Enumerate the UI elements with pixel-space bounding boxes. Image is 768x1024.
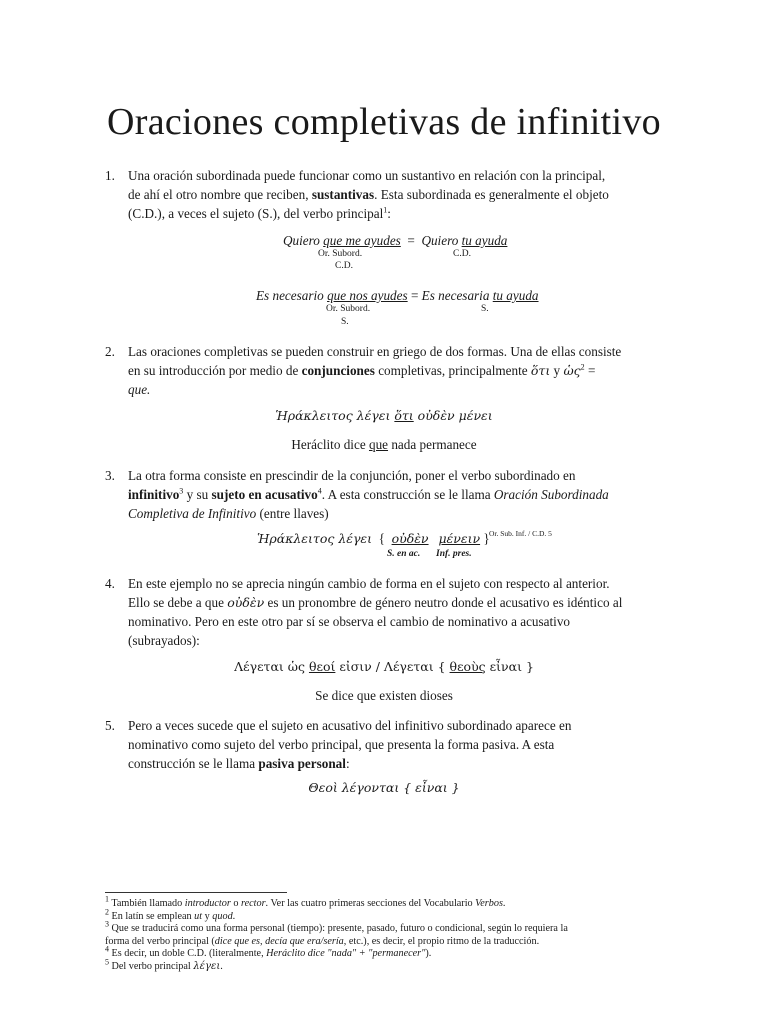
text: , etc.), es decir, el propio ritmo de la traducción. [343, 935, 540, 947]
s4-line4: (subrayados): [128, 633, 200, 648]
text: Ello se debe a que [128, 595, 228, 610]
item-number-3: 3. [105, 468, 115, 483]
brace-close: } [483, 531, 490, 546]
footnote-3 [105, 919, 678, 936]
greek-text: Ἡράκλειτος λέγει [275, 408, 395, 423]
text: = [584, 363, 596, 378]
item-number-1: 1. [105, 168, 115, 183]
text: forma del verbo principal ( [105, 935, 215, 947]
section-5-text [128, 716, 678, 773]
italic-phrase: dice que es, decía que era/sería [214, 935, 344, 947]
example-1 [283, 233, 507, 249]
text: Que se traducirá como una forma personal (tiempo): presente, pasado, futuro o condicional, según lo requiera la [109, 923, 568, 935]
example-word: Es necesaria [421, 288, 490, 303]
footnote-1 [105, 894, 678, 911]
text: y [202, 910, 213, 922]
label-infinitive: Inf. pres. [436, 549, 472, 559]
bold-term: infinitivo [128, 487, 180, 502]
greek-word: οὐδὲν [227, 595, 265, 610]
section-1-text [128, 166, 678, 223]
greek-text: Ἡράκλειτος λέγει [257, 531, 373, 546]
label-or-subord: Or. Subord. [318, 249, 363, 259]
text: . [220, 960, 223, 972]
greek-example-5 [0, 780, 768, 796]
section-2-text [128, 342, 678, 399]
bold-term: conjunciones [301, 363, 375, 378]
example-word: Es necesario [256, 288, 324, 303]
text: . Ver las cuatro primeras secciones del Vocabulario [265, 898, 476, 909]
italic-term: Completiva de Infinitivo [128, 506, 257, 521]
s4-line2 [128, 593, 678, 612]
text: de ahí el otro nombre que reciben, [128, 187, 312, 202]
label-cd: C.D. [453, 249, 471, 259]
italic-word: quod [212, 910, 233, 922]
footnote-ref: 1 [383, 205, 388, 215]
label-or-subord: Or. Subord. [326, 304, 371, 314]
example-word: Quiero [421, 233, 459, 248]
text: : [387, 206, 391, 221]
example-noun: tu ayuda [461, 233, 508, 248]
text: . Esta subordinada es generalmente el objeto [374, 187, 609, 202]
footnote-2 [105, 907, 678, 924]
text: . A esta construcción se le llama [321, 487, 494, 502]
s2-line2 [128, 361, 678, 380]
s4-line3: nominativo. Pero en este otro par sí se observa el cambio de nominativo a acusativo [128, 614, 571, 629]
greek-word: λέγει [193, 960, 221, 972]
footnote-number: 4 [105, 944, 109, 954]
bold-term: pasiva personal [258, 756, 346, 771]
text: (entre llaves) [256, 506, 329, 521]
text: Del verbo principal [109, 960, 194, 972]
text: construcción se le llama [128, 756, 259, 771]
footnote-5 [105, 957, 678, 974]
footnote-number: 3 [105, 919, 109, 929]
italic-phrase: Heráclito dice "nada" + "permanecer" [266, 948, 426, 960]
text: es un pronombre de género neutro donde el acusativo es idéntico al [264, 595, 623, 610]
text: : [345, 756, 350, 771]
s5-line2: nominativo como sujeto del verbo principal, que presenta la forma pasiva. A esta [128, 737, 555, 752]
example-word: Quiero [283, 233, 320, 248]
example-subordinate: que nos ayudes [327, 288, 408, 303]
s1-line1: Una oración subordinada puede funcionar como un sustantivo en relación con la principal, [128, 168, 606, 183]
bold-term: sujeto en acusativo [211, 487, 318, 502]
greek-example-4 [0, 659, 768, 675]
footnote-number: 5 [105, 957, 109, 967]
greek-text: οὐδὲν μένει [413, 408, 493, 423]
italic-word: que. [128, 382, 151, 397]
translation-2 [0, 437, 768, 453]
s4-line1: En este ejemplo no se aprecia ningún cambio de forma en el sujeto con respecto al anterior. [128, 576, 610, 591]
footnote-4 [105, 944, 678, 961]
text: ). [425, 948, 432, 960]
item-number-5: 5. [105, 718, 115, 733]
s3-line2 [128, 485, 678, 504]
greek-conjunction: ὅτι [394, 408, 414, 423]
label-subject-acc: S. en ac. [387, 549, 421, 559]
italic-word: introductor [184, 898, 231, 909]
text: en su introducción por medio de [128, 363, 302, 378]
footnotes [105, 894, 678, 974]
text: (C.D.), a veces el sujeto (S.), del verbo principal [128, 206, 384, 221]
greek-text: Λέγεται ὡς [234, 659, 309, 674]
footnote-separator [105, 892, 287, 893]
s1-line3 [128, 204, 678, 223]
bold-term: sustantivas [311, 187, 375, 202]
text: y su [183, 487, 212, 502]
example-subordinate: que me ayudes [323, 233, 401, 248]
greek-accusative: θεοὺς [449, 659, 486, 674]
footnote-ref: 4 [317, 486, 322, 496]
greek-example-2 [0, 408, 768, 424]
greek-infinitive: μένειν [438, 531, 481, 546]
item-number-4: 4. [105, 576, 115, 591]
example-noun: tu ayuda [492, 288, 539, 303]
s5-line3 [128, 754, 678, 773]
text: completivas, principalmente [374, 363, 531, 378]
greek-text: εἰσιν / Λέγεται { [335, 659, 450, 674]
s5-line1: Pero a veces sucede que el sujeto en acusativo del infinitivo subordinado aparece en [128, 718, 572, 733]
greek-nominative: θεοί [308, 659, 336, 674]
text: y [550, 363, 564, 378]
text: En latín se emplean [109, 910, 195, 922]
brace-open: { [378, 531, 385, 546]
equals-sign: = [407, 233, 415, 248]
greek-word: ὅτι [530, 363, 551, 378]
s3-line3 [128, 504, 678, 523]
footnote-3-cont [105, 936, 678, 949]
label-or-sub-inf: Or. Sub. Inf. / C.D. 5 [489, 529, 552, 538]
greek-text: εἶναι } [485, 659, 534, 674]
italic-word: rector [241, 898, 266, 909]
section-3-text [128, 466, 678, 523]
s1-line2 [128, 185, 678, 204]
text: . [502, 898, 506, 909]
greek-word: ὡς [563, 363, 581, 378]
label-s: S. [341, 317, 349, 327]
footnote-ref: 3 [179, 486, 184, 496]
footnote-number: 1 [105, 894, 109, 904]
translation-4: Se dice que existen dioses [315, 688, 453, 703]
text: nada permanece [388, 437, 477, 452]
text: Es decir, un doble C.D. (literalmente, [109, 948, 267, 960]
label-s: S. [481, 304, 489, 314]
text: o [230, 898, 242, 909]
greek-example-3 [257, 531, 490, 547]
footnote-ref: 2 [580, 362, 585, 372]
underlined-word: que [368, 437, 389, 452]
greek-subject: οὐδὲν [391, 531, 429, 546]
text: Heráclito dice [291, 437, 369, 452]
section-4-text [128, 574, 678, 650]
text: . [232, 910, 236, 922]
footnote-number: 2 [105, 907, 109, 917]
text: También llamado [109, 898, 185, 909]
label-cd: C.D. [335, 261, 353, 271]
italic-word: ut [194, 910, 203, 922]
greek-text: Θεοὶ λέγονται { εἶναι } [308, 780, 460, 795]
page-title: Oraciones completivas de infinitivo [107, 101, 661, 143]
item-number-2: 2. [105, 344, 115, 359]
example-2 [256, 288, 539, 304]
equals-sign: = [410, 288, 419, 303]
s2-line1: Las oraciones completivas se pueden construir en griego de dos formas. Una de ellas consiste [128, 344, 622, 359]
italic-term: Oración Subordinada [493, 487, 609, 502]
s2-line3 [128, 380, 678, 399]
italic-word: Verbos [475, 898, 503, 909]
s3-line1: La otra forma consiste en prescindir de la conjunción, poner el verbo subordinado en [128, 468, 576, 483]
